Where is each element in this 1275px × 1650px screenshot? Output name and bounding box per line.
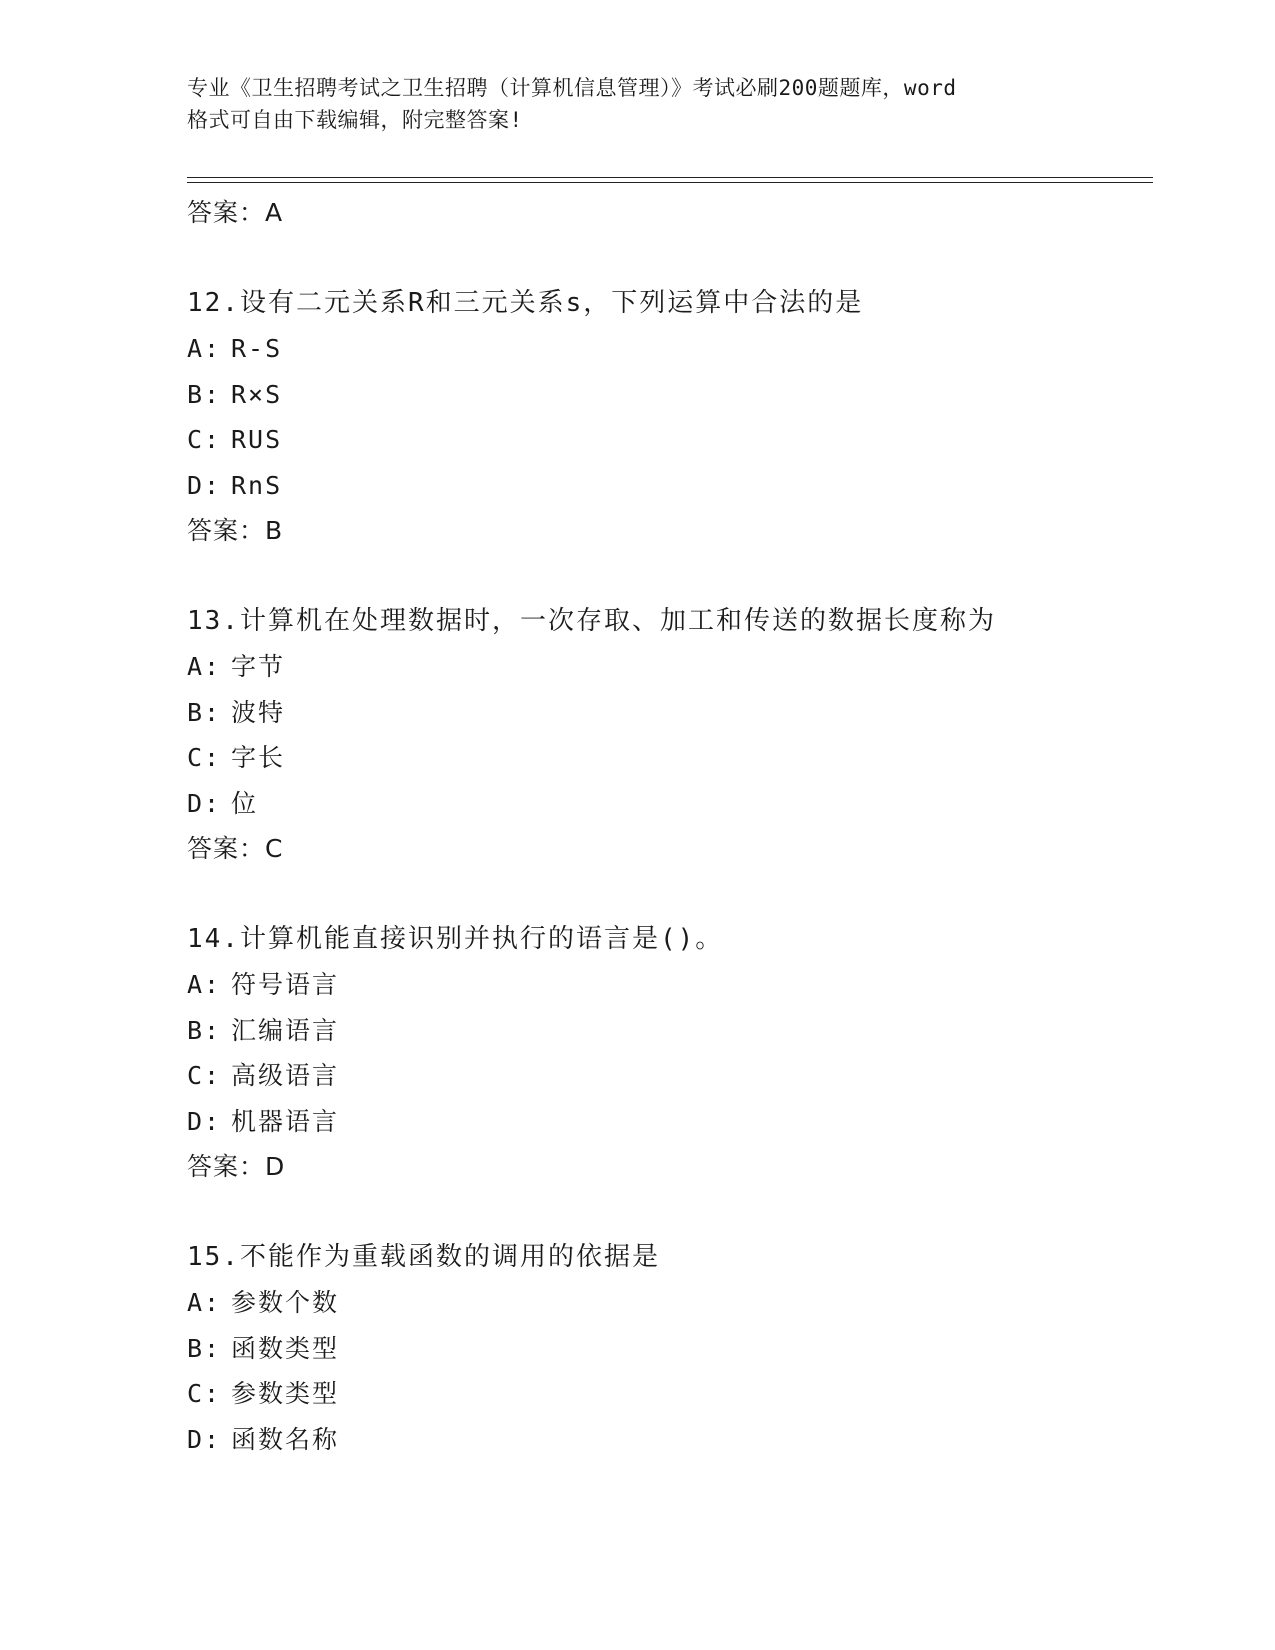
option-letter: D: bbox=[187, 1106, 222, 1136]
questions-container bbox=[187, 280, 1147, 1462]
option-text: 波特 bbox=[231, 697, 286, 727]
option-letter: C: bbox=[187, 1379, 222, 1408]
question-block bbox=[187, 1234, 1147, 1462]
option-item bbox=[187, 690, 1147, 736]
question-stem: 13.计算机在处理数据时，一次存取、加工和传送的数据长度称为 bbox=[187, 606, 996, 636]
previous-answer: 答案：A bbox=[187, 198, 284, 227]
question-block bbox=[187, 280, 1147, 554]
option-item bbox=[187, 962, 1147, 1008]
option-text: 函数类型 bbox=[231, 1333, 340, 1363]
option-letter: A: bbox=[187, 1288, 222, 1317]
option-text: RnS bbox=[231, 470, 283, 500]
option-item bbox=[187, 1371, 1147, 1417]
question-stem: 15.不能作为重载函数的调用的依据是 bbox=[187, 1242, 660, 1272]
option-letter: B: bbox=[187, 1333, 222, 1363]
header-divider-bottom bbox=[187, 182, 1153, 183]
option-item bbox=[187, 1099, 1147, 1145]
option-text: 位 bbox=[231, 788, 259, 818]
option-text: 字长 bbox=[231, 743, 286, 772]
option-letter: B: bbox=[187, 379, 222, 409]
header-title-line-2: 格式可自由下载编辑，附完整答案! bbox=[187, 108, 523, 132]
option-letter: C: bbox=[187, 1061, 222, 1090]
option-letter: B: bbox=[187, 697, 222, 727]
option-letter: D: bbox=[187, 1424, 222, 1454]
option-text: 机器语言 bbox=[231, 1106, 340, 1136]
option-letter: B: bbox=[187, 1015, 222, 1045]
option-item bbox=[187, 735, 1147, 781]
option-item bbox=[187, 1417, 1147, 1463]
option-item bbox=[187, 326, 1147, 372]
option-item bbox=[187, 372, 1147, 418]
option-text: RUS bbox=[231, 425, 283, 454]
document-header bbox=[187, 72, 1087, 136]
option-letter: C: bbox=[187, 425, 222, 454]
header-divider-top bbox=[187, 177, 1153, 178]
option-item bbox=[187, 1280, 1147, 1326]
option-item bbox=[187, 781, 1147, 827]
option-text: R-S bbox=[231, 334, 283, 363]
option-item bbox=[187, 1008, 1147, 1054]
option-text: 符号语言 bbox=[231, 970, 340, 999]
option-text: 参数类型 bbox=[231, 1379, 340, 1408]
answer-line: 答案：B bbox=[187, 516, 284, 545]
question-stem: 12.设有二元关系R和三元关系s，下列运算中合法的是 bbox=[187, 288, 864, 318]
option-item bbox=[187, 1053, 1147, 1099]
option-text: 字节 bbox=[231, 652, 286, 681]
option-item bbox=[187, 417, 1147, 463]
question-stem: 14.计算机能直接识别并执行的语言是()。 bbox=[187, 924, 724, 954]
option-letter: D: bbox=[187, 470, 222, 500]
option-text: 汇编语言 bbox=[231, 1015, 340, 1045]
option-letter: A: bbox=[187, 334, 222, 363]
option-letter: A: bbox=[187, 652, 222, 681]
answer-line: 答案：D bbox=[187, 1152, 286, 1181]
option-letter: C: bbox=[187, 743, 222, 772]
option-text: 函数名称 bbox=[231, 1424, 340, 1454]
question-list bbox=[187, 190, 1147, 1462]
option-text: 高级语言 bbox=[231, 1061, 340, 1090]
header-title-line-1: 专业《卫生招聘考试之卫生招聘（计算机信息管理）》考试必刷200题题库，word bbox=[187, 76, 957, 100]
answer-line: 答案：C bbox=[187, 834, 284, 863]
option-text: 参数个数 bbox=[231, 1288, 340, 1317]
option-item bbox=[187, 1326, 1147, 1372]
option-item bbox=[187, 463, 1147, 509]
option-letter: D: bbox=[187, 788, 222, 818]
question-block bbox=[187, 916, 1147, 1190]
option-letter: A: bbox=[187, 970, 222, 999]
question-block bbox=[187, 598, 1147, 872]
option-text: R×S bbox=[231, 379, 283, 409]
option-item bbox=[187, 644, 1147, 690]
